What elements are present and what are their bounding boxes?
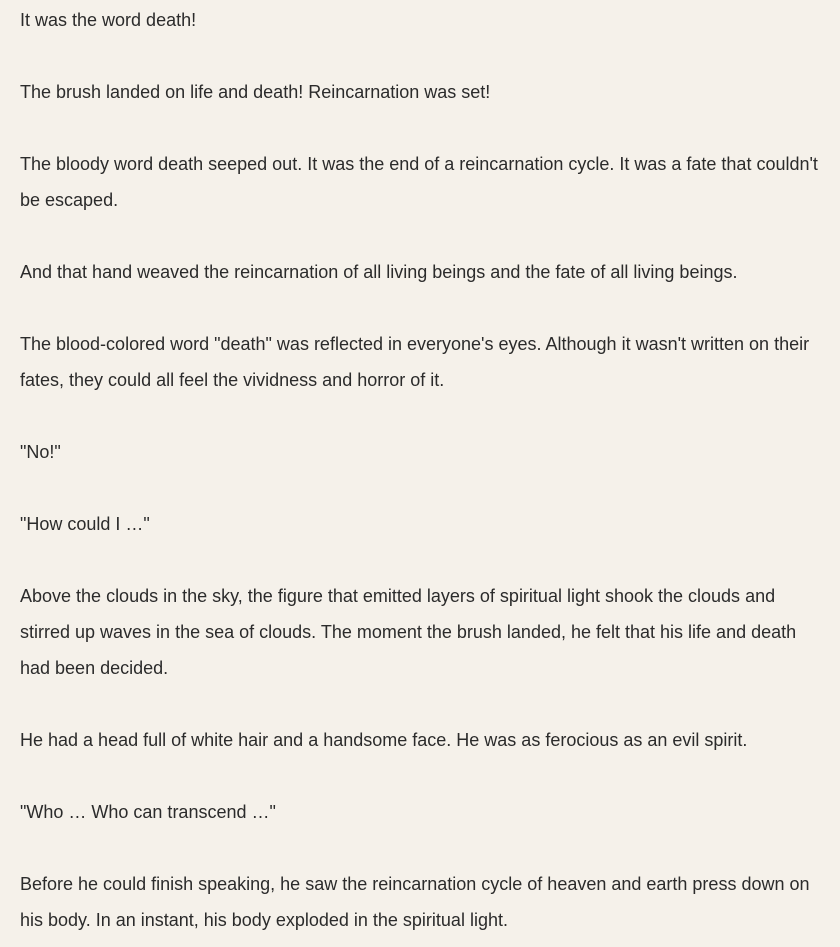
paragraph: "Who … Who can transcend …" — [20, 802, 276, 822]
paragraph: He had a head full of white hair and a handsome face. He was as ferocious as an evil spirit. — [20, 730, 748, 750]
paragraph: "How could I …" — [20, 514, 150, 534]
paragraph: Before he could finish speaking, he saw the reincarnation cycle of heaven and earth press down on his body. In an instant, his body exploded in the spiritual light. — [20, 874, 810, 930]
paragraph: It was the word death! — [20, 10, 197, 30]
paragraph: The brush landed on life and death! Reincarnation was set! — [20, 82, 491, 102]
paragraph: Above the clouds in the sky, the figure that emitted layers of spiritual light shook the clouds and stirred up waves in the sea of clouds. The moment the brush landed, he felt that his life and death had been decided. — [20, 586, 797, 678]
paragraph: And that hand weaved the reincarnation of all living beings and the fate of all living beings. — [20, 262, 738, 282]
paragraph: "No!" — [20, 442, 61, 462]
paragraph: The bloody word death seeped out. It was the end of a reincarnation cycle. It was a fate that couldn't be escaped. — [20, 154, 818, 210]
paragraph: The blood-colored word "death" was reflected in everyone's eyes. Although it wasn't written on their fates, they could all feel the vividness and horror of it. — [20, 334, 810, 390]
